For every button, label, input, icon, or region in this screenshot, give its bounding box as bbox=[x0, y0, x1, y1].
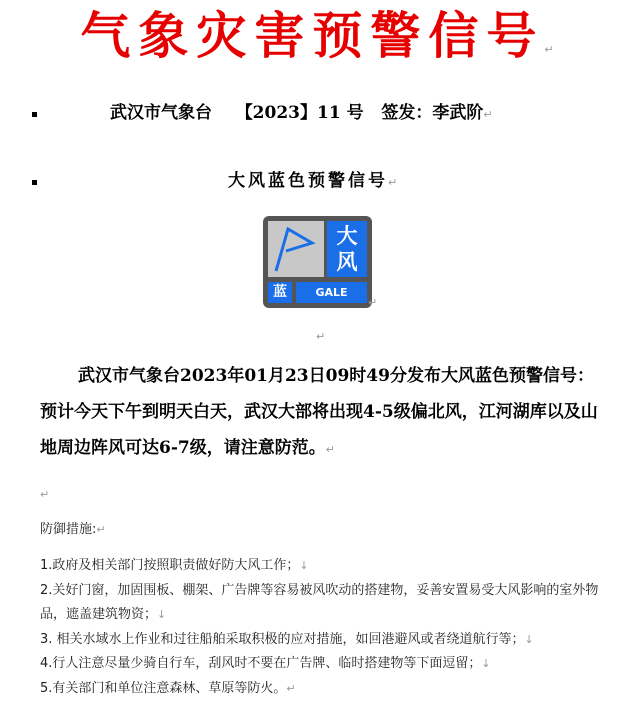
paragraph-mark: ↵ bbox=[388, 176, 401, 189]
measure-text: 5.有关部门和单位注意森林、草原等防火。 bbox=[40, 680, 287, 696]
warning-body-text: 武汉市气象台2023年01月23日09时49分发布大风蓝色预警信号：预计今天下午到明天白天，武汉大部将出现4-5级偏北风，江河湖库以及山地周边阵风可达6-7级，请注意防范。 bbox=[40, 366, 598, 458]
doc-number: 【2023】11 号 bbox=[235, 103, 364, 123]
line-break-mark: ↓ bbox=[157, 608, 167, 621]
color-char: 蓝 bbox=[268, 282, 292, 303]
paragraph-mark: ↵ bbox=[368, 296, 378, 309]
measure-item bbox=[40, 652, 610, 677]
paragraph-mark: ↵ bbox=[544, 43, 562, 56]
measure-item bbox=[40, 554, 610, 579]
flag-icon bbox=[268, 221, 324, 277]
measure-text: 3. 相关水域水上作业和过往船舶采取积极的应对措施，如回港避风或者绕道航行等； bbox=[40, 631, 525, 647]
signer: 签发：李武阶 bbox=[381, 103, 484, 123]
measures-list bbox=[40, 554, 610, 701]
list-bullet bbox=[32, 180, 37, 185]
measure-text: 2.关好门窗，加固围板、棚架、广告牌等容易被风吹动的搭建物，妥善安置易受大风影响的室外物品，遮盖建筑物资； bbox=[40, 582, 599, 622]
paragraph-mark: ↵ bbox=[316, 330, 326, 343]
warning-body bbox=[40, 358, 600, 468]
issuer: 武汉市气象台 bbox=[110, 103, 212, 123]
paragraph-mark: ↵ bbox=[483, 108, 493, 121]
paragraph-mark: ↵ bbox=[325, 443, 335, 456]
list-bullet bbox=[32, 112, 37, 117]
char-da: 大 bbox=[336, 224, 358, 248]
signal-name-text: 大风蓝色预警信号 bbox=[228, 171, 388, 191]
measure-item bbox=[40, 628, 610, 653]
line-break-mark: ↓ bbox=[299, 559, 309, 572]
paragraph-mark: ↵ bbox=[96, 523, 106, 536]
header-line bbox=[110, 98, 493, 123]
measure-text: 1.政府及相关部门按照职责做好防大风工作； bbox=[40, 558, 300, 573]
title-text: 气象灾害预警信号 bbox=[80, 6, 545, 65]
measure-item bbox=[40, 579, 610, 628]
flag-panel bbox=[268, 221, 324, 277]
signal-name bbox=[228, 166, 400, 191]
document-title bbox=[0, 6, 642, 80]
measure-text: 4.行人注意尽量少骑自行车，刮风时不要在广告牌、临时搭建物等下面逗留； bbox=[40, 656, 482, 671]
measure-item bbox=[40, 677, 610, 702]
gale-blue-warning-icon bbox=[263, 216, 372, 308]
english-label: GALE bbox=[296, 282, 367, 303]
measures-label bbox=[40, 518, 106, 537]
line-break-mark: ↓ bbox=[524, 632, 534, 646]
paragraph-mark: ↵ bbox=[286, 681, 296, 695]
wind-char-panel bbox=[327, 221, 367, 277]
line-break-mark: ↓ bbox=[481, 657, 491, 670]
measures-label-text: 防御措施: bbox=[40, 522, 97, 537]
char-feng: 风 bbox=[336, 250, 358, 274]
paragraph-mark: ↵ bbox=[40, 488, 50, 501]
